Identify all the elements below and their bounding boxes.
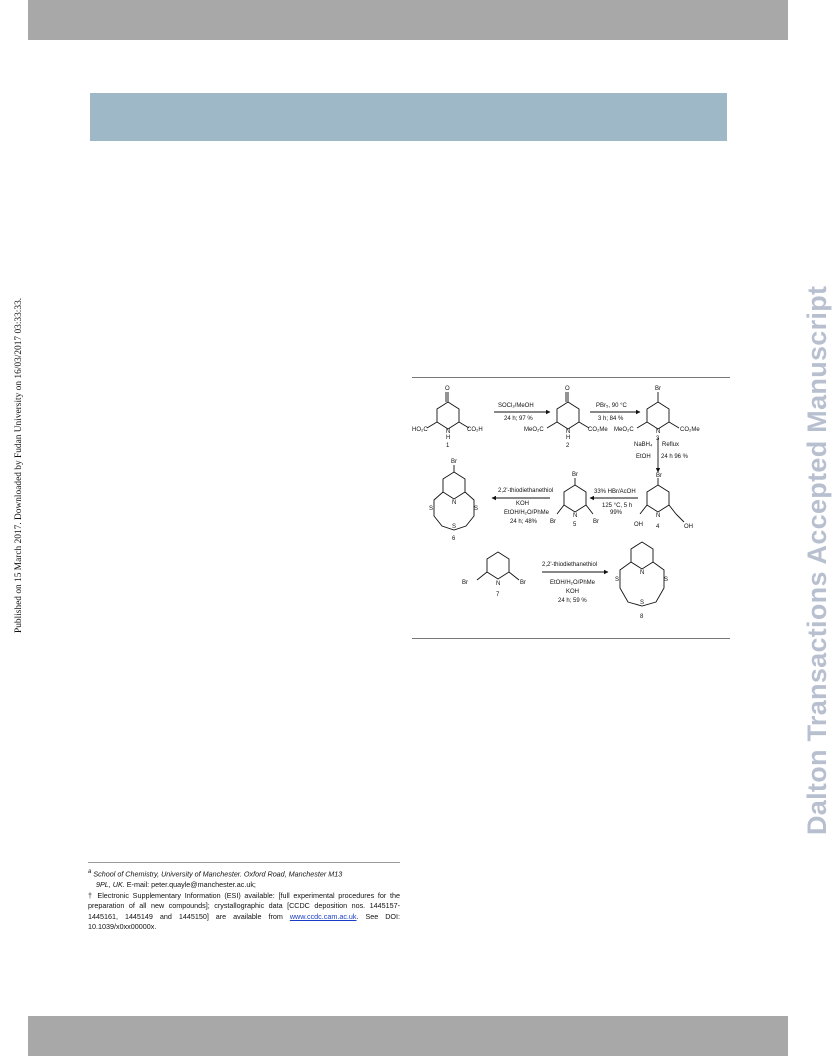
- ho2c-label: HO₂C: [412, 427, 428, 433]
- br-label: Br: [462, 580, 468, 586]
- esi-doi: . See DOI: 10.1039/x0xx00000x.: [88, 911, 401, 932]
- step3-yield: 24 h 96 %: [661, 454, 689, 460]
- step6-reagent: 2,2'-thiodiethanethiol: [542, 562, 598, 568]
- br-label: Br: [550, 519, 556, 525]
- s-label: S: [615, 577, 620, 583]
- step2-conditions: 3 h; 84 %: [598, 416, 624, 422]
- co2me-label: CO₂Me: [680, 427, 700, 433]
- compound-number-5: 5: [573, 522, 577, 528]
- meo2c-label: MeO₂C: [524, 427, 544, 433]
- br-label: Br: [572, 472, 578, 478]
- step6-solvent: EtOH/H₂O/PhMe: [550, 580, 596, 586]
- ccdc-link[interactable]: www.ccdc.cam.ac.uk: [289, 911, 357, 921]
- compound-5: [550, 472, 599, 528]
- n-label: N: [656, 513, 661, 519]
- affiliation-marker: a: [88, 869, 92, 875]
- meo2c-label: MeO₂C: [614, 427, 634, 433]
- journal-watermark: Dalton Transactions Accepted Manuscript: [802, 285, 832, 835]
- reaction-scheme: [412, 380, 730, 638]
- s-label: S: [429, 506, 434, 512]
- oh-label: OH: [634, 522, 643, 528]
- compound-number-7: 7: [496, 592, 500, 598]
- br-label: Br: [656, 473, 662, 479]
- step6-yield: 24 h; 59 %: [558, 598, 587, 604]
- n-label: N: [452, 500, 457, 506]
- compound-3: [614, 386, 700, 442]
- affiliation-line-1: School of Chemistry, University of Manchester. Oxford Road, Manchester M13: [93, 869, 343, 879]
- compound-number-2: 2: [566, 443, 570, 449]
- nh-h-label: H: [566, 435, 571, 441]
- compound-2: [524, 386, 608, 449]
- esi-footnote: [88, 891, 400, 933]
- carbonyl-o-label: O: [565, 386, 570, 392]
- s-label: S: [664, 577, 669, 583]
- br-label: Br: [520, 580, 526, 586]
- step5-solvent: EtOH/H₂O/PhMe: [504, 510, 550, 516]
- carbonyl-o-label: O: [445, 386, 450, 392]
- compound-4: [634, 473, 693, 530]
- step5-base: KOH: [516, 501, 530, 507]
- compound-6: [429, 459, 478, 542]
- step2-reagent: PBr₅, 90 °C: [596, 403, 627, 409]
- s-label: S: [452, 524, 457, 530]
- top-header-bar: [28, 0, 788, 40]
- publication-sidebar-note: Published on 15 March 2017. Downloaded by Fudan University on 16/03/2017 03:33:33.: [14, 297, 24, 633]
- s-label: S: [640, 600, 645, 606]
- compound-number-3: 3: [656, 436, 660, 442]
- affiliation-line-2: 9PL, UK.: [96, 879, 125, 889]
- footnotes: [88, 862, 400, 933]
- compound-1: [412, 386, 483, 449]
- step4-reagent: 33% HBr/AcOH: [594, 489, 636, 495]
- nh-h-label: H: [446, 435, 451, 441]
- n-label: N: [496, 581, 501, 587]
- step4-conditions: 125 °C, 5 h: [602, 503, 633, 509]
- nh-n-label: N: [566, 429, 571, 435]
- title-band: [90, 93, 727, 141]
- nh-n-label: N: [446, 429, 451, 435]
- step1-conditions: 24 h; 97 %: [504, 416, 533, 422]
- br-label: Br: [593, 519, 599, 525]
- step3-solvent: EtOH: [636, 454, 651, 460]
- compound-number-6: 6: [452, 536, 456, 542]
- br-label: Br: [451, 459, 457, 465]
- affiliation-footnote: [88, 867, 400, 891]
- br-label: Br: [655, 386, 661, 392]
- step1-reagent: SOCl₂/MeOH: [498, 403, 534, 409]
- co2me-label: CO₂Me: [588, 427, 608, 433]
- n-label: N: [573, 513, 578, 519]
- s-label: S: [474, 506, 479, 512]
- esi-text: † Electronic Supplementary Information (ESI) available: [full experimental procedures for the preparation of all new compounds]; crystallographic data [CCDC deposition nos. 1445157-1445161, 1445149 and 1445150] are available from: [88, 890, 400, 921]
- step3-reductant: NaBH₄: [634, 442, 653, 448]
- oh-label: OH: [684, 524, 693, 530]
- step5-reagent: 2,2'-thiodiethanethiol: [498, 488, 554, 494]
- co2h-label: CO₂H: [467, 427, 483, 433]
- bottom-footer-bar: [28, 1016, 788, 1056]
- n-label: N: [656, 429, 661, 435]
- step3-temperature: Reflux: [662, 442, 680, 448]
- compound-8: [615, 542, 668, 620]
- compound-number-1: 1: [446, 443, 450, 449]
- compound-number-4: 4: [656, 524, 660, 530]
- step5-yield: 24 h; 48%: [510, 519, 538, 525]
- step4-yield: 99%: [610, 510, 623, 516]
- scheme-top-rule: [412, 377, 730, 378]
- affiliation-email: E-mail: peter.quayle@manchester.ac.uk;: [126, 879, 256, 889]
- compound-number-8: 8: [640, 614, 644, 620]
- scheme-bottom-rule: [412, 638, 730, 639]
- compound-7: [462, 552, 526, 598]
- n-label: N: [640, 570, 645, 576]
- step6-base: KOH: [566, 589, 580, 595]
